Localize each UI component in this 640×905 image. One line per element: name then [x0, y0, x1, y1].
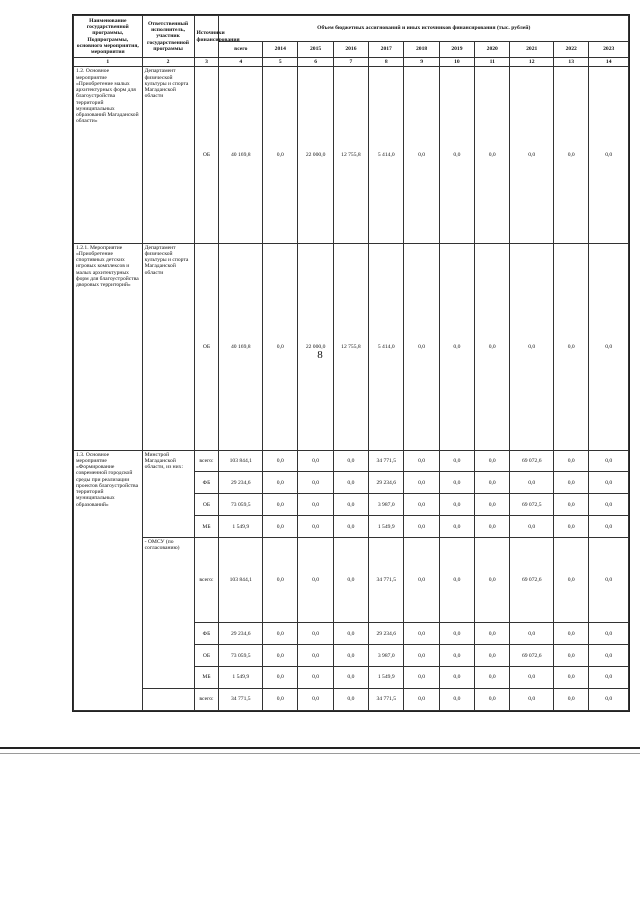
row-value: 0,0 — [510, 243, 554, 450]
row-value: 0,0 — [510, 667, 554, 689]
row-value: 0,0 — [554, 667, 589, 689]
row-value: 0,0 — [404, 494, 439, 516]
row-responsible: Минстрой Магаданской области, из них: — [142, 450, 194, 538]
row-value: 0,0 — [404, 67, 439, 243]
column-number: 6 — [298, 58, 333, 67]
column-number: 14 — [589, 58, 629, 67]
row-source: всего: — [194, 688, 219, 710]
header-year: 2016 — [333, 42, 368, 58]
row-source: ОБ — [194, 645, 219, 667]
row-value: 22 000,0 — [298, 67, 333, 243]
row-value: 0,0 — [439, 494, 474, 516]
page-divider — [0, 747, 640, 749]
row-source: ОБ — [194, 67, 219, 243]
header-year: 2022 — [554, 42, 589, 58]
row-value: 0,0 — [333, 645, 368, 667]
row-value: 0,0 — [554, 623, 589, 645]
header-year: 2014 — [263, 42, 298, 58]
row-value: 0,0 — [439, 243, 474, 450]
row-value: 0,0 — [475, 472, 510, 494]
row-value: 0,0 — [333, 688, 368, 710]
row-value: 0,0 — [510, 67, 554, 243]
row-value: 0,0 — [263, 494, 298, 516]
header-year: 2021 — [510, 42, 554, 58]
row-value: 0,0 — [298, 538, 333, 623]
column-number: 2 — [142, 58, 194, 67]
row-source: ФБ — [194, 472, 219, 494]
row-value: 22 000,0 — [298, 243, 333, 450]
row-value: 0,0 — [589, 494, 629, 516]
row-value: 34 771,5 — [369, 688, 404, 710]
row-value: 0,0 — [263, 516, 298, 538]
table-row — [74, 538, 629, 623]
header-year: 2017 — [369, 42, 404, 58]
header-sources: Источники финансирования — [194, 16, 219, 58]
column-number: 13 — [554, 58, 589, 67]
column-number: 9 — [404, 58, 439, 67]
row-source: всего: — [194, 538, 219, 623]
row-value: 40 169,8 — [219, 67, 263, 243]
table-row — [74, 688, 629, 710]
header-year: 2019 — [439, 42, 474, 58]
column-number: 1 — [74, 58, 143, 67]
row-responsible: Департамент физической культуры и спорта Магаданской области — [142, 67, 194, 243]
row-value: 0,0 — [554, 516, 589, 538]
row-value: 0,0 — [554, 494, 589, 516]
row-value: 0,0 — [589, 516, 629, 538]
header-year: 2018 — [404, 42, 439, 58]
row-value: 69 072,6 — [510, 450, 554, 472]
row-name: 1.2.1. Мероприятие «Приобретение спортивных детских игровых комплексов и малых архитектурных форм для благоустройства дворовых территорий» — [74, 243, 143, 450]
row-value: 0,0 — [439, 538, 474, 623]
row-value: 0,0 — [439, 688, 474, 710]
row-name: 1.2. Основное мероприятие «Приобретение малых архитектурных форм для благоустройства территорий муниципальных образований Магаданской области» — [74, 67, 143, 243]
row-value: 0,0 — [475, 623, 510, 645]
row-value: 103 844,1 — [219, 450, 263, 472]
row-value: 0,0 — [298, 472, 333, 494]
row-value: 1 549,9 — [369, 516, 404, 538]
row-value: 40 169,8 — [219, 243, 263, 450]
header-year: 2020 — [475, 42, 510, 58]
row-value: 0,0 — [263, 472, 298, 494]
row-value: 34 771,5 — [219, 688, 263, 710]
row-value: 69 072,6 — [510, 645, 554, 667]
financing-table — [73, 15, 629, 711]
row-value: 29 234,6 — [219, 472, 263, 494]
row-source: ОБ — [194, 494, 219, 516]
row-value: 0,0 — [475, 450, 510, 472]
row-value: 0,0 — [589, 688, 629, 710]
row-value: 0,0 — [510, 623, 554, 645]
page-number: 8 — [317, 349, 323, 361]
row-value: 1 549,9 — [219, 516, 263, 538]
row-value: 0,0 — [298, 645, 333, 667]
row-value: 0,0 — [404, 516, 439, 538]
row-value: 0,0 — [439, 645, 474, 667]
header-responsible: Ответственный исполнитель, участник государственной программы — [142, 16, 194, 58]
row-source: МБ — [194, 667, 219, 689]
column-number: 5 — [263, 58, 298, 67]
row-value: 0,0 — [263, 688, 298, 710]
header-volume: Объем бюджетных ассигнований и иных источников финансирования (тыс. рублей) — [219, 16, 629, 42]
row-value: 0,0 — [554, 67, 589, 243]
row-value: 5 414,0 — [369, 67, 404, 243]
row-value: 0,0 — [333, 516, 368, 538]
column-number: 7 — [333, 58, 368, 67]
row-value: 0,0 — [439, 472, 474, 494]
row-value: 0,0 — [475, 67, 510, 243]
table-row — [74, 243, 629, 450]
row-value: 29 234,6 — [369, 623, 404, 645]
row-value: 12 755,8 — [333, 67, 368, 243]
row-value: 34 771,5 — [369, 538, 404, 623]
row-value: 0,0 — [333, 667, 368, 689]
row-value: 29 234,6 — [369, 472, 404, 494]
row-value: 0,0 — [589, 472, 629, 494]
row-value: 0,0 — [333, 472, 368, 494]
row-value: 0,0 — [333, 494, 368, 516]
row-value: 0,0 — [589, 67, 629, 243]
row-value: 0,0 — [554, 472, 589, 494]
row-value: 0,0 — [263, 67, 298, 243]
row-value: 73 059,5 — [219, 494, 263, 516]
row-value: 103 844,1 — [219, 538, 263, 623]
column-number: 10 — [439, 58, 474, 67]
row-value: 0,0 — [263, 243, 298, 450]
row-value: 12 755,8 — [333, 243, 368, 450]
row-value: 0,0 — [298, 688, 333, 710]
row-value: 1 549,9 — [219, 667, 263, 689]
row-value: 0,0 — [263, 645, 298, 667]
row-value: 5 414,0 — [369, 243, 404, 450]
row-value: 0,0 — [263, 450, 298, 472]
page-divider-secondary — [0, 753, 640, 754]
header-year: 2023 — [589, 42, 629, 58]
column-number: 3 — [194, 58, 219, 67]
row-value: 0,0 — [404, 472, 439, 494]
row-value: 0,0 — [554, 645, 589, 667]
row-value: 0,0 — [439, 516, 474, 538]
row-value: 0,0 — [298, 623, 333, 645]
row-value: 0,0 — [439, 450, 474, 472]
table-row — [74, 450, 629, 472]
row-value: 0,0 — [298, 450, 333, 472]
row-value: 29 234,6 — [219, 623, 263, 645]
header-year: всего — [219, 42, 263, 58]
row-value: 0,0 — [589, 450, 629, 472]
row-value: 0,0 — [263, 623, 298, 645]
row-value: 0,0 — [404, 623, 439, 645]
row-source: МБ — [194, 516, 219, 538]
row-value: 0,0 — [510, 688, 554, 710]
row-value: 0,0 — [475, 243, 510, 450]
table-row — [74, 67, 629, 243]
row-value: 0,0 — [554, 688, 589, 710]
row-value: 0,0 — [263, 538, 298, 623]
row-value: 0,0 — [439, 667, 474, 689]
row-value: 0,0 — [475, 645, 510, 667]
row-value: 0,0 — [510, 472, 554, 494]
row-value: 0,0 — [298, 667, 333, 689]
column-number: 11 — [475, 58, 510, 67]
row-value: 0,0 — [404, 645, 439, 667]
header-year: 2015 — [298, 42, 333, 58]
row-value: 34 771,5 — [369, 450, 404, 472]
financing-table-sheet — [72, 14, 630, 712]
row-source: всего: — [194, 450, 219, 472]
row-value: 0,0 — [475, 688, 510, 710]
row-value: 0,0 — [404, 243, 439, 450]
row-value: 3 987,0 — [369, 645, 404, 667]
row-value: 0,0 — [589, 538, 629, 623]
row-value: 0,0 — [439, 623, 474, 645]
row-value: 0,0 — [589, 645, 629, 667]
row-source: ОБ — [194, 243, 219, 450]
row-value: 0,0 — [333, 538, 368, 623]
row-value: 0,0 — [439, 67, 474, 243]
row-value: 0,0 — [475, 516, 510, 538]
row-value: 0,0 — [554, 243, 589, 450]
column-number-row — [74, 58, 629, 67]
row-value: 0,0 — [554, 450, 589, 472]
row-value: 0,0 — [589, 243, 629, 450]
row-value: 0,0 — [475, 538, 510, 623]
row-responsible: - ОМСУ (по согласованию) — [142, 538, 194, 689]
row-value: 0,0 — [404, 538, 439, 623]
column-number: 4 — [219, 58, 263, 67]
row-value: 69 072,5 — [510, 494, 554, 516]
row-responsible: Департамент физической культуры и спорта Магаданской области — [142, 243, 194, 450]
row-value: 0,0 — [333, 623, 368, 645]
header-row-main — [74, 16, 629, 42]
row-value: 0,0 — [475, 667, 510, 689]
row-value: 73 059,5 — [219, 645, 263, 667]
row-value: 0,0 — [333, 450, 368, 472]
row-source: ФБ — [194, 623, 219, 645]
row-value: 0,0 — [475, 494, 510, 516]
row-value: 0,0 — [589, 667, 629, 689]
row-value: 0,0 — [298, 494, 333, 516]
row-value: 0,0 — [404, 667, 439, 689]
header-name: Наименование государственной программы, Подпрограммы, основного мероприятия, мероприятия — [74, 16, 143, 58]
row-value: 0,0 — [589, 623, 629, 645]
row-value: 0,0 — [510, 516, 554, 538]
row-value: 0,0 — [404, 450, 439, 472]
row-name: 1.3. Основное мероприятие «Формирование современной городской среды при реализации проектов благоустройства территорий муниципальных образований» — [74, 450, 143, 710]
row-value: 1 549,9 — [369, 667, 404, 689]
row-value: 0,0 — [298, 516, 333, 538]
column-number: 8 — [369, 58, 404, 67]
row-value: 3 987,0 — [369, 494, 404, 516]
row-value: 0,0 — [263, 667, 298, 689]
row-value: 69 072,6 — [510, 538, 554, 623]
row-value: 0,0 — [404, 688, 439, 710]
column-number: 12 — [510, 58, 554, 67]
row-value: 0,0 — [554, 538, 589, 623]
